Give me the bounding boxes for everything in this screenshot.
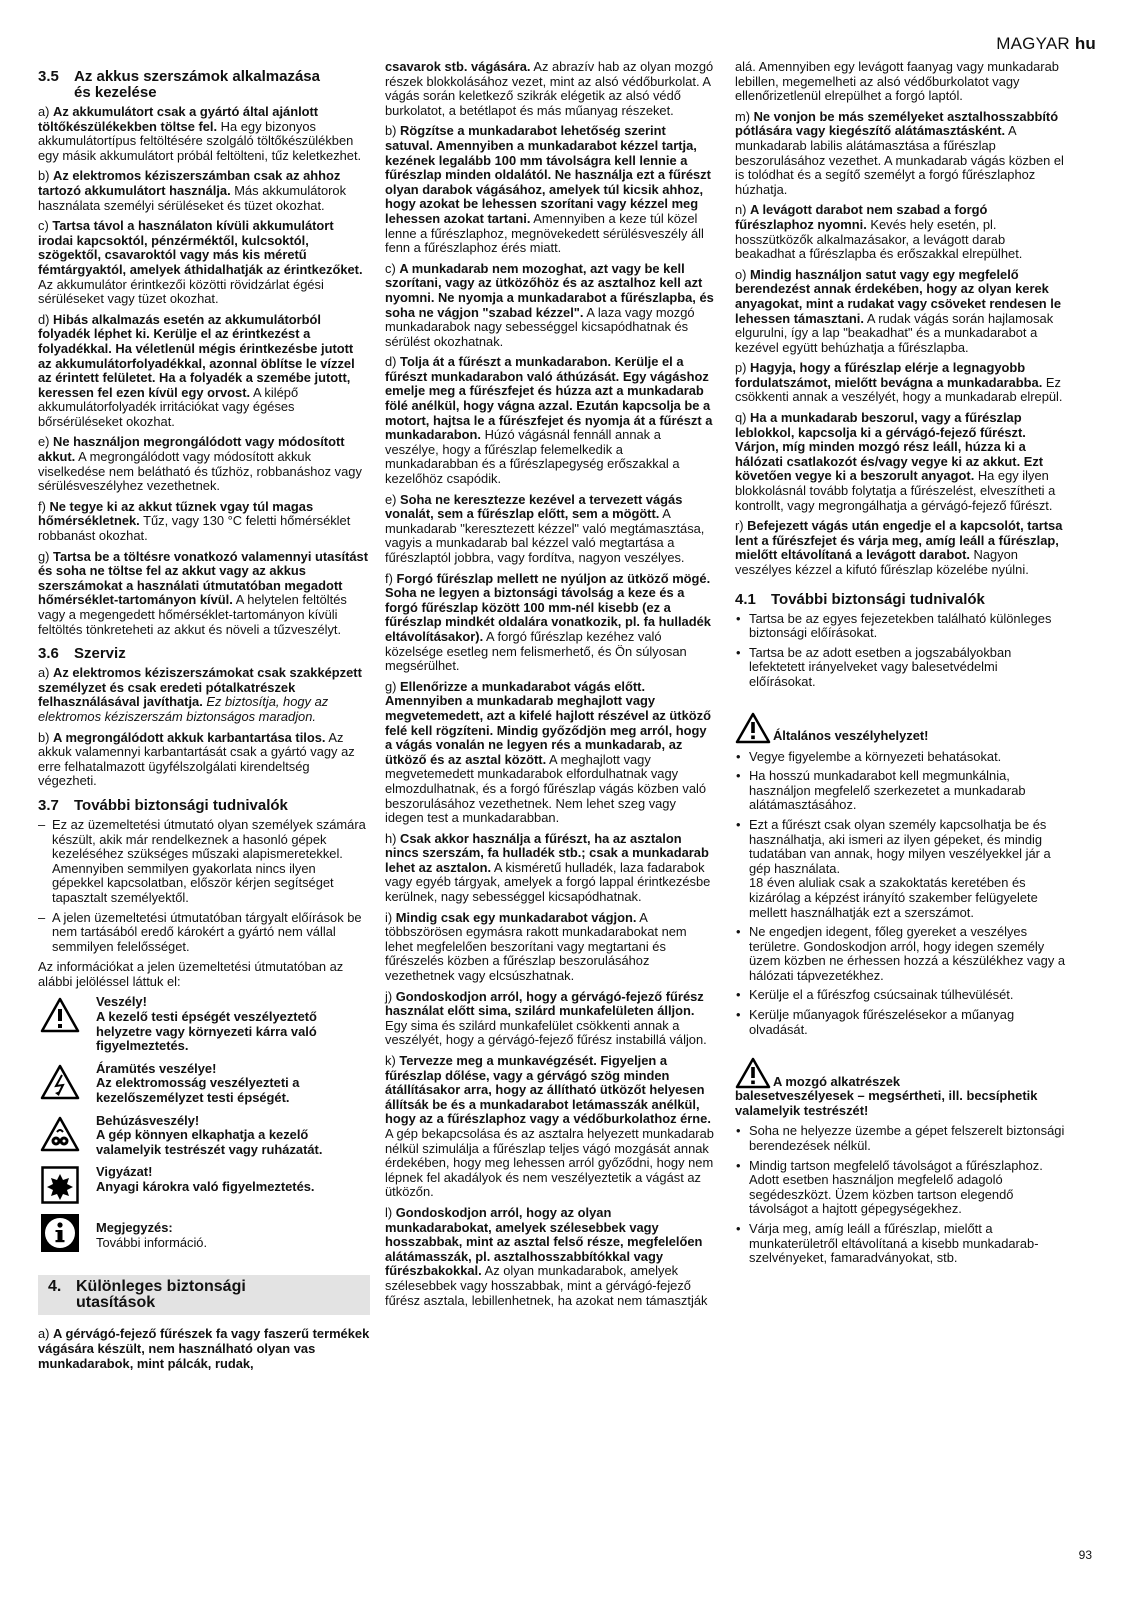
list-item: • Ha hosszú munkadarabot kell megmunkálnia, használjon megfelelő szerkezetet a munkadarab alátámasztásához.	[735, 769, 1067, 813]
symbol-danger: Veszély! A kezelő testi épségét veszélyeztető helyzetre vagy környezeti kárra való figyelmeztetés.	[38, 995, 370, 1053]
symbol-entanglement: Behúzásveszély! A gép könnyen elkaphatja a kezelő valamelyik testrészét vagy ruházatát.	[38, 1114, 370, 1158]
paragraph-4-k: k) Tervezze meg a munkavégzését. Figyeljen a fűrészlap dőlése, vagy a gérvágó szög minden átállításakor arra, hogy az állítható ütközőt helyesen állítsák be és a munkadarabot letámasszák anélkül, hogy az a fűrészlaphoz vagy a védőburkolathoz érne. A gép bekapcsolása és az asztalra helyezett munkadarab nélkül szimulálja a fűrészlap teljes vágó mozgását annak érdekében, hogy meg lehessen arról győződni, hogy nem lépnek fel akadályok és nem veszélyeztetik a vágást az ütközőn.	[385, 1053, 714, 1200]
paragraph-3-5-g: g) Tartsa be a töltésre vonatkozó valamennyi utasítást és soha ne töltse fel az akkut vagy az akkus szerszámokat a használati útmutatóban megadott hőmérséklet-tartományon kívül. A helytelen feltöltés vagy a megengedett hőmérséklet-tartományon kívüli feltöltés tönkreteheti az akkut és növeli a tűzveszélyt.	[38, 548, 369, 637]
paragraph-4-i: i) Mindig csak egy munkadarabot vágjon. A többszörösen egymásra rakott munkadarabokat nem lehet megfelelően beszorítani vagy megtartani és fűrészelés közben a fűrészlap beszorulásához vezethetnek vagy elcsúszhatnak.	[385, 909, 687, 984]
warning-triangle-icon	[735, 1057, 771, 1089]
bullet-list-hazard	[735, 750, 1067, 1038]
warning-moving-parts-heading: A mozgó alkatrészek balesetveszélyesek – megsértheti, ill. becsíphetik valamelyik testrészét!	[735, 1057, 1067, 1118]
list-item: • Várja meg, amíg leáll a fűrészlap, mielőtt a munkaterületről eltávolítaná a kisebb munkadarab-szelvényeket, famaradványokat, stb.	[735, 1222, 1067, 1266]
paragraph-4-e: e) Soha ne keresztezze kezével a tervezett vágás vonalát, sem a fűrészlap előtt, sem a mögött. A munkadarab "keresztezett kézzel" való megtámasztása, vagyis a munkadarab bal kézzel való megtartása a fűrészlaptól jobbra, vagy fordítva, nagyon veszélyes.	[385, 491, 705, 565]
bullet-list-moving-parts	[735, 1124, 1067, 1265]
list-item: • Tartsa be az egyes fejezetekben található különleges biztonsági előírásokat.	[735, 612, 1067, 641]
caution-square-icon	[38, 1165, 82, 1205]
list-item: • Soha ne helyezze üzembe a gépet felszerelt biztonsági berendezések nélkül.	[735, 1124, 1067, 1153]
paragraph-3-6-a: a) Az elektromos kéziszerszámokat csak szakképzett személyzet és csak eredeti pótalkatrészek felhasználásával javíthatja. Ez biztosítja, hogy az elektromos kéziszerszám biztonságos maradjon.	[38, 665, 362, 724]
symbol-electric-shock: Áramütés veszélye! Az elektromosság veszélyezteti a kezelőszemélyzet testi épségét.	[38, 1062, 370, 1106]
paragraph-4-q: q) Ha a munkadarab beszorul, vagy a fűrészlap leblokkol, kapcsolja ki a gérvágó-fejező fűrészt. Várjon, míg minden mozgó rész leáll, húzza ki a hálózati csatlakozót és/vagy vegye ki az akkut. Ezt követően vegye ki a beszorult anyagot. Ha egy ilyen blokkolásnál tovább folytatja a fűrészelést, elveszítheti a kontrollt, vagy megrongálhatja a gérvágó-fejező fűrészt.	[735, 410, 1056, 513]
paragraph-4-a: a) A gérvágó-fejező fűrészek fa vagy faszerű termékek vágására készült, nem használható olyan vas munkadarabok, mint pálcák, rudak,	[38, 1326, 370, 1371]
warning-triangle-icon	[38, 995, 82, 1035]
paragraph-4-a-cont: csavarok stb. vágására. Az abrazív hab az olyan mozgó részek blokkolásához vezet, mint az alsó védőburkolat. A vágás során keletkező szikrák elégetik az alsó védő burkolatot, a betétlapot és más műanyag részeket.	[385, 59, 714, 118]
paragraph-3-5-c: c) Tartsa távol a használaton kívüli akkumulátort irodai kapcsoktól, pénzérméktől, kulcsoktól, szögektől, csavaroktól vagy más kis méretű fémtárgyaktól, amelyek áthidalhatják az érintkezőket. Az akkumulátor érintkezői közötti rövidzárlat égési sérüléseket vagy tüzet okozhat.	[38, 218, 363, 307]
info-intro: Az információkat a jelen üzemeltetési útmutatóban az alábbi jelöléssel láttuk el:	[38, 959, 344, 989]
page-number: 93	[1078, 1548, 1092, 1562]
list-item: • Ezt a fűrészt csak olyan személy kapcsolhatja be és használhatja, aki ismeri az ilyen gépeket, és mindig tudatában van annak, hogy milyen veszélyekkel jár a gép használata. 18 éven aluliak csak a szakoktatás keretében és kizárólag a képzést irányító szakember felügyelete mellett használhatják ezt a szerszámot.	[735, 818, 1067, 920]
paragraph-4-c: c) A munkadarab nem mozoghat, azt vagy be kell szorítani, vagy az ütközőhöz és az asztalhoz kell azt nyomni. Ne nyomja a munkadarabot a fűrészlapba, és soha ne vágjon "szabad kézzel". A laza vagy mozgó munkadarabok nagy sebességgel kicsapódhatnak és sérülést okozhatnak.	[385, 260, 714, 349]
paragraph-4-o: o) Mindig használjon satut vagy egy megfelelő berendezést annak érdekében, hogy az olyan kerek anyagokat, mint a rudakat vagy csöveket rendesen le lehessen támasztani. A rudak vágás során hajlamosak elgurulni, így a lap "beakadhat" és a munkadarabot a kezével együtt behúzhatja a fűrészlapba.	[735, 266, 1061, 355]
list-item: – Ez az üzemeltetési útmutató olyan személyek számára készült, akik már rendelkeznek a hasonló gépek kezeléséhez szükséges műszaki alapismeretekkel. Amennyiben semmilyen gyakorlata nincs ilyen gépekkel kapcsolatban, először kérjen segítséget tapasztalt személyektől.	[38, 818, 370, 906]
paragraph-4-f: f) Forgó fűrészlap mellett ne nyúljon az ütköző mögé. Soha ne legyen a biztonsági távolság a keze és a forgó fűrészlap között 100 mm-nél kisebb (ez a fűrészlap mindkét oldalára vonatkozik, pl. fa hulladék eltávolításakor). A forgó fűrészlap kezéhez való közelsége esetleg nem felismerhető, és Ön súlyosan megsérülhet.	[385, 570, 711, 674]
dash-list	[38, 818, 370, 954]
column-2	[385, 60, 717, 1314]
info-icon	[38, 1213, 82, 1253]
list-item: • Kerülje műanyagok fűrészelésekor a műanyag olvadását.	[735, 1008, 1067, 1037]
paragraph-3-5-b: b) Az elektromos kéziszerszámban csak az ahhoz tartozó akkumulátort használja. Más akkumulátorok használata személyi sérüléseket és tüzet okozhat.	[38, 168, 347, 213]
paragraph-4-g: g) Ellenőrizze a munkadarabot vágás előtt. Amennyiben a munkadarab meghajlott vagy megvetemedett, azt a kifelé hajlott részével az ütköző felé kell rögzíteni. Mindig győződjön meg arról, hogy a vágás vonalán ne legyen rés a munkadarab, az ütköző és az asztal között. A meghajlott vagy megvetemedett munkadarabok elfordulhatnak vagy elmozdulhatnak, és a forgó fűrészlap vágás közben való beszorulásához vezethetnek. Nem lehet szeg vagy idegen test a munkadarabban.	[385, 678, 711, 826]
header-language-code: hu	[1074, 34, 1096, 53]
paragraph-4-d: d) Tolja át a fűrészt a munkadarabon. Kerülje el a fűrészt munkadarabon való áthúzását. Egy vágáshoz emelje meg a fűrészfejet és húzza azt a munkadarab fölé anélkül, hogy vágna azzal. Ezután kapcsolja be a motort, hajtsa le a fűrészfejet és nyomja át a fűrészt a munkadarabon. Húzó vágásnál fennáll annak a veszélye, hogy a fűrészlap felemelkedik a munkadarabban és a fűrészlapegység erőszakkal a kezelőhöz csapódik.	[385, 354, 713, 487]
symbol-note: Megjegyzés: További információ.	[38, 1213, 370, 1253]
paragraph-4-p: p) Hagyja, hogy a fűrészlap elérje a legnagyobb fordulatszámot, mielőtt bevágna a munkadarabba. Ez csökkenti annak a veszélyét, hogy a munkadarab elrepül.	[735, 360, 1063, 405]
paragraph-4-n: n) A levágott darabot nem szabad a forgó fűrészlaphoz nyomni. Kevés hely esetén, pl. hosszütközők alkalmazásakor, a levágott darab beakadhat a fűrészlapba és erőszakkal elrepülhet.	[735, 202, 1023, 262]
section-4-heading: 4. Különleges biztonsági utasítások	[38, 1275, 370, 1315]
list-item: • Vegye figyelembe a környezeti behatásokat.	[735, 750, 1067, 765]
paragraph-4-j: j) Gondoskodjon arról, hogy a gérvágó-fejező fűrész használat előtt sima, szilárd munkafelületen álljon. Egy sima és szilárd munkafelület csökkenti annak a veszélyét, hogy a gérvágó-fejező fűrész instabillá váljon.	[385, 988, 707, 1048]
paragraph-4-r: r) Befejezett vágás után engedje el a kapcsolót, tartsa lent a fűrészfejet és várja meg, amíg leáll a fűrészlap, mielőtt eltávolítaná a levágott darabot. Nagyon veszélyes kézzel a kifutó fűrészlap közelébe nyúlni.	[735, 518, 1063, 577]
warning-general-heading: Általános veszélyhelyzet!	[735, 712, 1067, 744]
paragraph-4-l: l) Gondoskodjon arról, hogy az olyan munkadarabokat, amelyek szélesebbek vagy hosszabbak, mint az asztal felső része, megfelelően alátámasszák, pl. asztalhosszabbítókkal vagy fűrészbakokkal. Az olyan munkadarabok, amelyek szélesebbek vagy hosszabbak, mint a gérvágó-fejező fűrész asztala, lebillenhetnek, ha azokat nem támasztják	[385, 1204, 708, 1308]
column-3	[735, 60, 1067, 1272]
list-item: • Ne engedjen idegent, főleg gyereket a veszélyes területre. Gondoskodjon arról, hogy idegen személy üzem közben ne érhessen hozzá a készülékhez vagy a hálózati tápvezetékhez.	[735, 925, 1067, 983]
list-item: • Tartsa be az adott esetben a jogszabályokban lefektetett irányelveket vagy balesetvédelmi előírásokat.	[735, 646, 1067, 690]
section-3-6-heading: 3.6 Szerviz	[38, 645, 126, 663]
column-1	[38, 60, 370, 1377]
paragraph-4-b: b) Rögzítse a munkadarabot lehetőség szerint satuval. Amennyiben a munkadarabot kézzel tartja, kezének legalább 100 mm távolságra kell lennie a fűrészlap minden oldalától. Ne használja ezt a fűrészt olyan darabok vágásához, amelyek túl kicsik ahhoz, hogy azokat be lehessen szorítani vagy kézzel meg lehessen azokat tartani. Amennyiben a keze túl közel lenne a fűrészlaphoz, megnövekedett sérülésveszély áll fenn a fűrészlaphoz érés miatt.	[385, 123, 711, 256]
section-3-7-heading: 3.7 További biztonsági tudnivalók	[38, 796, 288, 814]
page-header	[996, 34, 1096, 54]
paragraph-4-m: m) Ne vonjon be más személyeket asztalhosszabbító pótlására vagy kiegészítő alátámasztásként. A munkadarab labilis alátámasztása a fűrészlap beszorulásához vezethet. A munkadarab vágás közben el is tolódhat és a segítő személyt a forgó fűrészlaphoz húzhatja.	[735, 108, 1064, 197]
list-item: – A jelen üzemeltetési útmutatóban tárgyalt előírások be nem tartásából eredő károkért a gyártó nem vállal semmilyen felelősséget.	[38, 911, 370, 955]
section-4-1-heading: 4.1 További biztonsági tudnivalók	[735, 590, 985, 608]
header-language: MAGYAR	[996, 34, 1070, 53]
section-3-5-heading: 3.5 Az akkus szerszámok alkalmazása és kezelése	[38, 68, 320, 101]
symbol-caution: Vigyázat! Anyagi károkra való figyelmeztetés.	[38, 1165, 370, 1205]
warning-triangle-icon	[735, 712, 771, 744]
list-item: • Kerülje el a fűrészfog csúcsainak túlhevülését.	[735, 988, 1067, 1003]
paragraph-3-6-b: b) A megrongálódott akkuk karbantartása tilos. Az akkuk valamennyi karbantartását csak a gyártó vagy az erre felhatalmazott ügyfélszolgálati kirendeltség végezheti.	[38, 729, 355, 789]
list-item: • Mindig tartson megfelelő távolságot a fűrészlaphoz. Adott esetben használjon megfelelő adagoló segédeszközt. Üzem közben tartson elegendő távolságot a hajtott gépegységekhez.	[735, 1159, 1067, 1217]
paragraph-3-5-e: e) Ne használjon megrongálódott vagy módosított akkut. A megrongálódott vagy módosított akkuk viselkedése nem belátható és tűzhöz, robbanáshoz vagy sérülésveszélyhez vezethetnek.	[38, 434, 362, 494]
paragraph-3-5-a: a) Az akkumulátort csak a gyártó által ajánlott töltőkészülékekben töltse fel. Ha egy bizonyos akkumulátortípus feltöltésére szolgáló töltőkészülékben egy másik akkumulátort próbál feltölteni, tűz keletkezhet.	[38, 104, 362, 163]
bullet-list-general	[735, 612, 1067, 690]
paragraph-4-h: h) Csak akkor használja a fűrészt, ha az asztalon nincs szerszám, fa hulladék stb.; csak a munkadarab lehet az asztalon. A kisméretű hulladék, laza fadarabok vagy egyéb tárgyak, amelyek a forgó lappal érintkezésbe kerülnek, nagy sebességgel kicsapódhatnak.	[385, 830, 711, 905]
paragraph-4-l-cont: alá. Amennyiben egy levágott faanyag vagy munkadarab lebillen, megemelheti az alsó védőburkolatot vagy ellenőrizetlenül elrepülhet a forgó laptól.	[735, 59, 1059, 104]
paragraph-3-5-f: f) Ne tegye ki az akkut tűznek vgay túl magas hőmérsékletnek. Tűz, vagy 130 °C feletti hőmérséklet robbanást okozhat.	[38, 498, 351, 544]
electric-shock-icon	[38, 1062, 82, 1102]
paragraph-3-5-d: d) Hibás alkalmazás esetén az akkumulátorból folyadék léphet ki. Kerülje el az érintkezést a folyadékkal. Ha véletlenül mégis érintkezésbe jutott az akkumulátorfolyadékkal, azonnal öblítse le vízzel az érintett felületet. Ha a folyadék a szemébe jutott, keressen fel ezen kívül egy orvost. A kilépő akkumulátorfolyadék irritációkat vagy égéses bőrsérüléseket okozhat.	[38, 311, 355, 429]
entanglement-icon	[38, 1114, 82, 1154]
